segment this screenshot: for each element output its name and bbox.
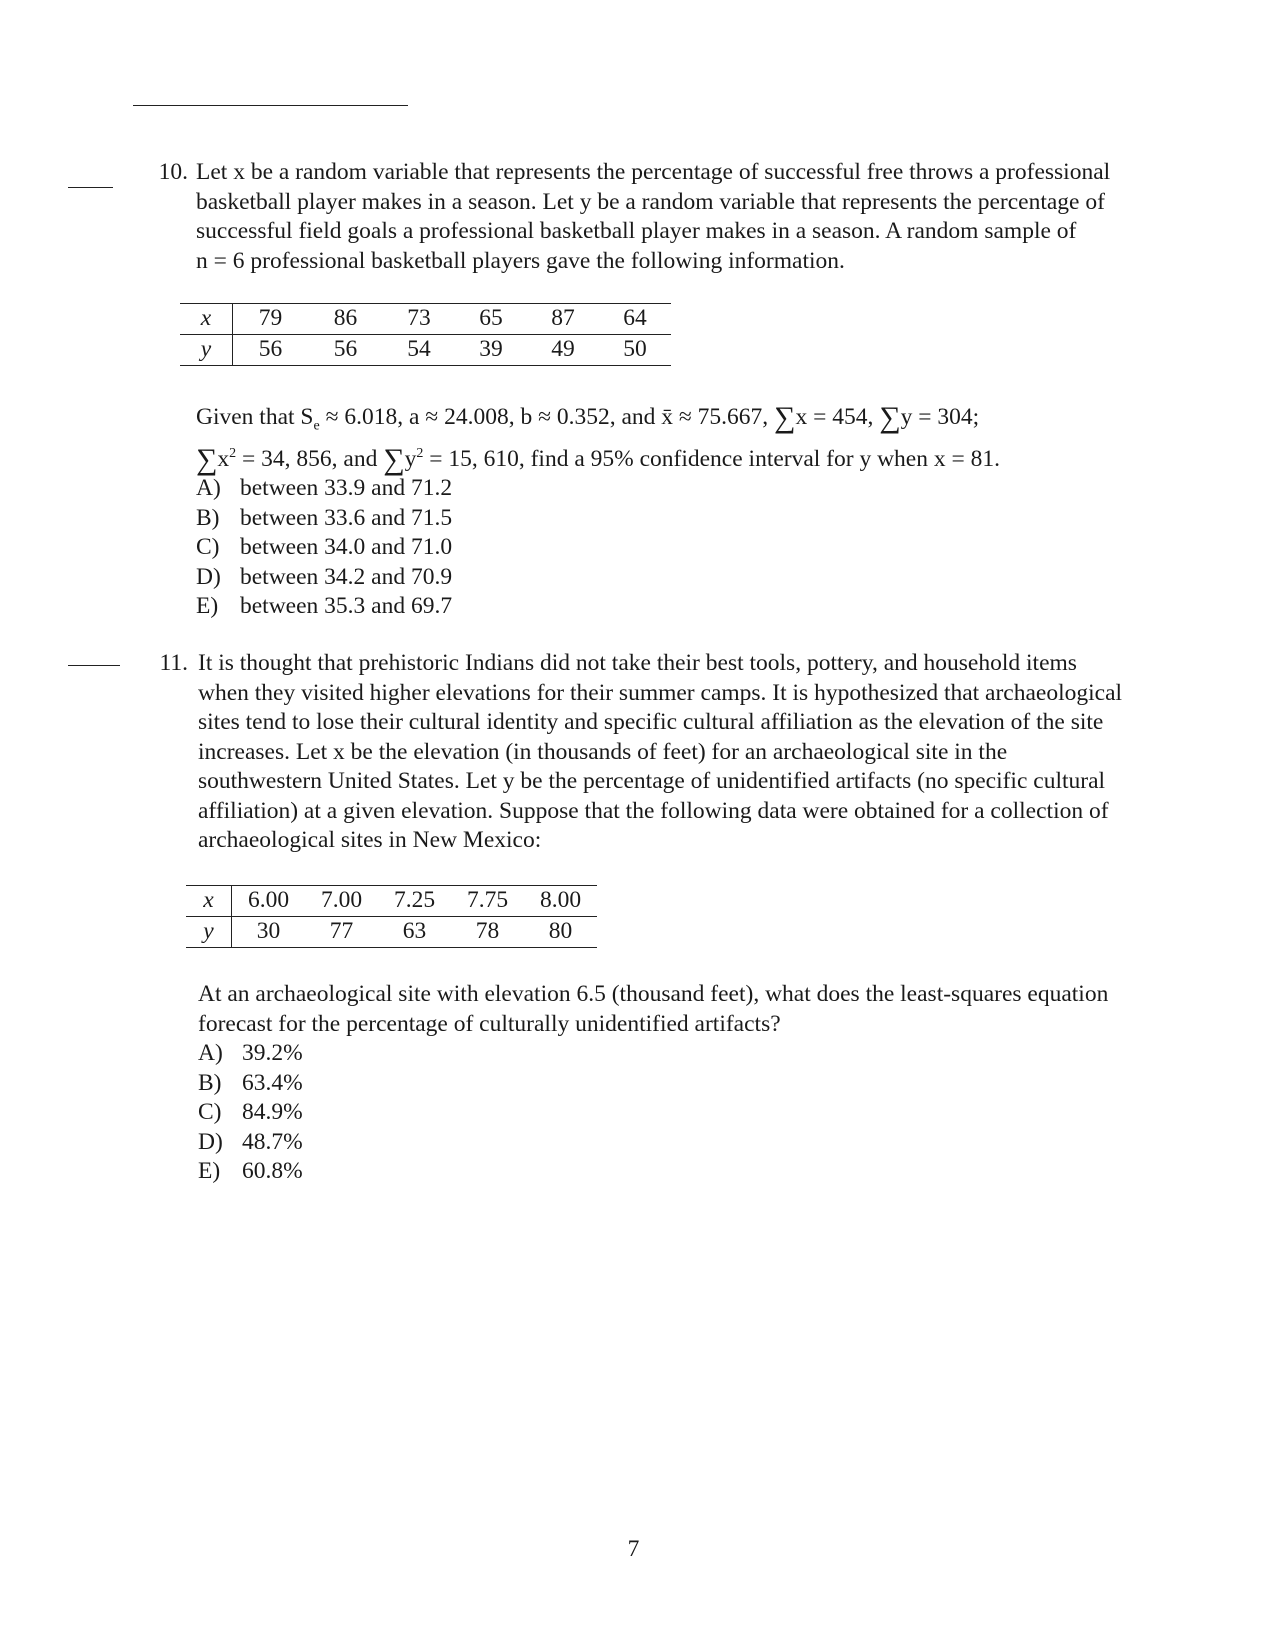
table-row [180,304,671,335]
answer-choice[interactable]: C) between 34.0 and 71.0 [196,534,453,560]
sum-symbol: ∑ [879,401,901,434]
answer-choice[interactable]: A) between 33.9 and 71.2 [196,475,453,501]
table-cell: 56 [233,335,309,366]
page-number: 7 [627,1536,640,1562]
q11-number: 11. [159,650,188,676]
table-cell: 7.00 [305,886,378,917]
table-cell: 77 [305,917,378,948]
q10-stem-line: Let x be a random variable that represents the percentage of successful free throws a professional [196,159,1111,185]
answer-choice[interactable]: C) 84.9% [198,1099,303,1125]
q10-stem [196,158,1236,276]
table-cell: 80 [524,917,597,948]
table-cell: 78 [451,917,524,948]
q10-number: 10. [158,159,188,185]
y-header: y [186,917,232,948]
q11-stem-line: when they visited higher elevations for their summer camps. It is hypothesized that archaeological [198,679,1123,706]
q10-given [196,403,1256,622]
x-header: x [186,886,232,917]
q10-stem-line: n = 6 professional basketball players gave the following information. [196,247,845,274]
table-cell: 79 [233,304,309,335]
top-rule [133,105,408,106]
x-header: x [180,304,233,335]
table-cell: 49 [527,335,599,366]
q11-stem [198,649,1258,856]
q11-stem-line: southwestern United States. Let y be the percentage of unidentified artifacts (no specific cultural [198,768,1106,794]
q10-answer-blank [68,187,113,188]
table-cell: 39 [455,335,527,366]
table-cell: 7.75 [451,886,524,917]
q11-question-line: forecast for the percentage of culturally unidentified artifacts? [198,1010,781,1037]
table-row [180,335,671,366]
table-cell: 64 [599,304,671,335]
table-cell: 8.00 [524,886,597,917]
q11-answer-blank [68,665,120,666]
table-cell: 65 [455,304,527,335]
q11-stem-line: It is thought that prehistoric Indians did not take their best tools, pottery, and household items [198,650,1077,676]
q11-stem-line: archaeological sites in New Mexico: [198,827,542,853]
table-cell: 63 [378,917,451,948]
table-cell: 50 [599,335,671,366]
table-cell: 30 [232,917,306,948]
given-line-1: Given that $S_e \approx 6.018$, a ≈ 24.008, b ≈ 0.352, and x̄ ≈ 75.667, ∑x = 454, ∑y = 304; [196,401,980,434]
q11-question-line: At an archaeological site with elevation 6.5 (thousand feet), what does the least-squares equation [198,981,1109,1007]
answer-choice[interactable]: D) between 34.2 and 70.9 [196,563,453,590]
answer-choice[interactable]: D) 48.7% [198,1128,303,1155]
q11-question [198,980,1258,1187]
answer-choice[interactable]: E) 60.8% [198,1158,303,1184]
table-cell: 73 [383,304,455,335]
q11-data-table [186,885,597,948]
q11-stem-line: affiliation) at a given elevation. Suppose that the following data were obtained for a collection of [198,797,1109,824]
q10-stem-line: successful field goals a professional basketball player makes in a season. A random sample of [196,218,1077,244]
q11-stem-line: increases. Let x be the elevation (in thousands of feet) for an archaeological site in the [198,738,1008,765]
table-cell: 87 [527,304,599,335]
answer-choice[interactable]: E) between 35.3 and 69.7 [196,593,453,619]
q11-stem-line: sites tend to lose their cultural identity and specific cultural affiliation as the elevation of the site [198,709,1104,735]
sum-symbol: ∑ [383,442,405,476]
answer-choice[interactable]: B) 63.4% [198,1069,303,1096]
y-header: y [180,335,233,366]
sum-symbol: ∑ [196,442,218,476]
q10-stem-line: basketball player makes in a season. Let y be a random variable that represents the percentage of [196,188,1105,215]
given-line-2: $\sum x^2 = 34$, 856, and $\sum y^2 = 15$, 610, find a 95% confidence interval for y when x = 81. [196,442,1000,476]
table-cell: 86 [308,304,383,335]
table-cell: 7.25 [378,886,451,917]
table-cell: 56 [308,335,383,366]
q10-data-table [180,303,671,366]
table-cell: 6.00 [232,886,306,917]
table-row [186,886,597,917]
sum-symbol: ∑ [774,401,796,434]
table-row [186,917,597,948]
table-cell: 54 [383,335,455,366]
answer-choice[interactable]: B) between 33.6 and 71.5 [196,504,453,531]
answer-choice[interactable]: A) 39.2% [198,1040,303,1066]
